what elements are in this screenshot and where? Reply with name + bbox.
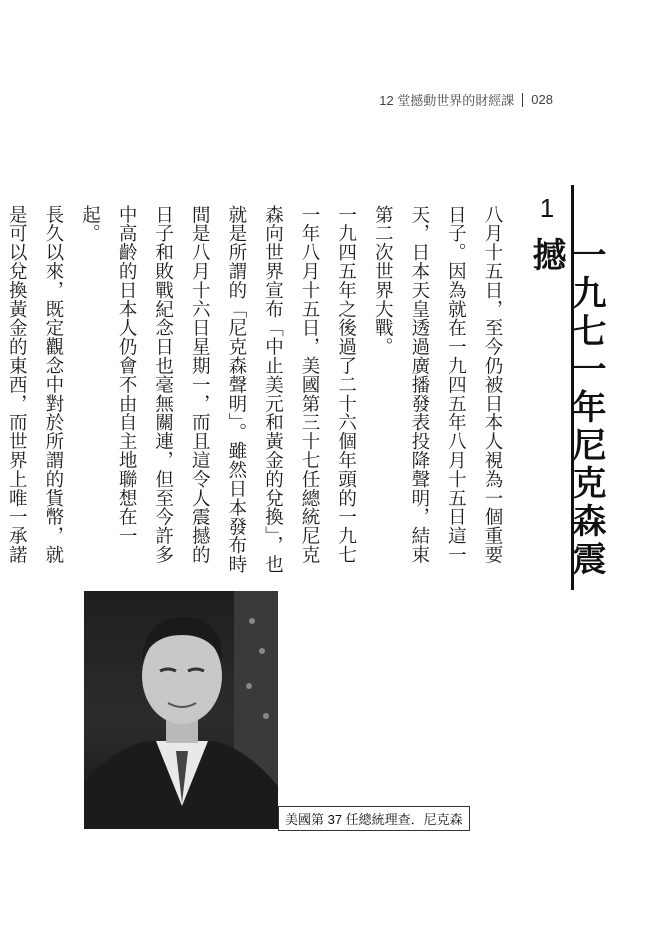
header-divider	[522, 93, 523, 107]
chapter-title: 一九七一年尼克森震撼	[526, 237, 606, 579]
paragraph-3: 長久以來，既定觀念中對於所謂的貨幣，就是可以兌換黃金的東西，而世界上唯一承諾	[6, 205, 64, 565]
body-text	[6, 205, 510, 575]
portrait-photo	[84, 591, 278, 829]
page-header	[379, 90, 553, 109]
paragraph-2: 一九四五年之後過了二十六個年頭的一九七一年八月十五日，美國第三十七任總統尼克森向世界宣布「中止美元和黃金的兌換」，也就是所謂的「尼克森聲明」。雖然日本發布時間是八月十六日星期一，而且這令人震撼的日子和敗戰紀念日也毫無關連，但至今許多中高齡的日本人仍會不由自主地聯想在一起。	[79, 205, 357, 574]
running-title: 12 堂撼動世界的財經課	[379, 93, 515, 108]
paragraph-1: 八月十五日，至今仍被日本人視為一個重要日子。因為就在一九四五年八月十五日這一天，日本天皇透過廣播發表投降聲明，結束第二次世界大戰。	[372, 205, 503, 565]
chapter-number: 1	[539, 193, 555, 223]
chapter-heading	[522, 185, 606, 595]
photo-caption: 美國第 37 任總統理查．尼克森	[278, 806, 470, 831]
portrait-illustration	[84, 591, 278, 829]
page-number: 028	[531, 92, 553, 107]
